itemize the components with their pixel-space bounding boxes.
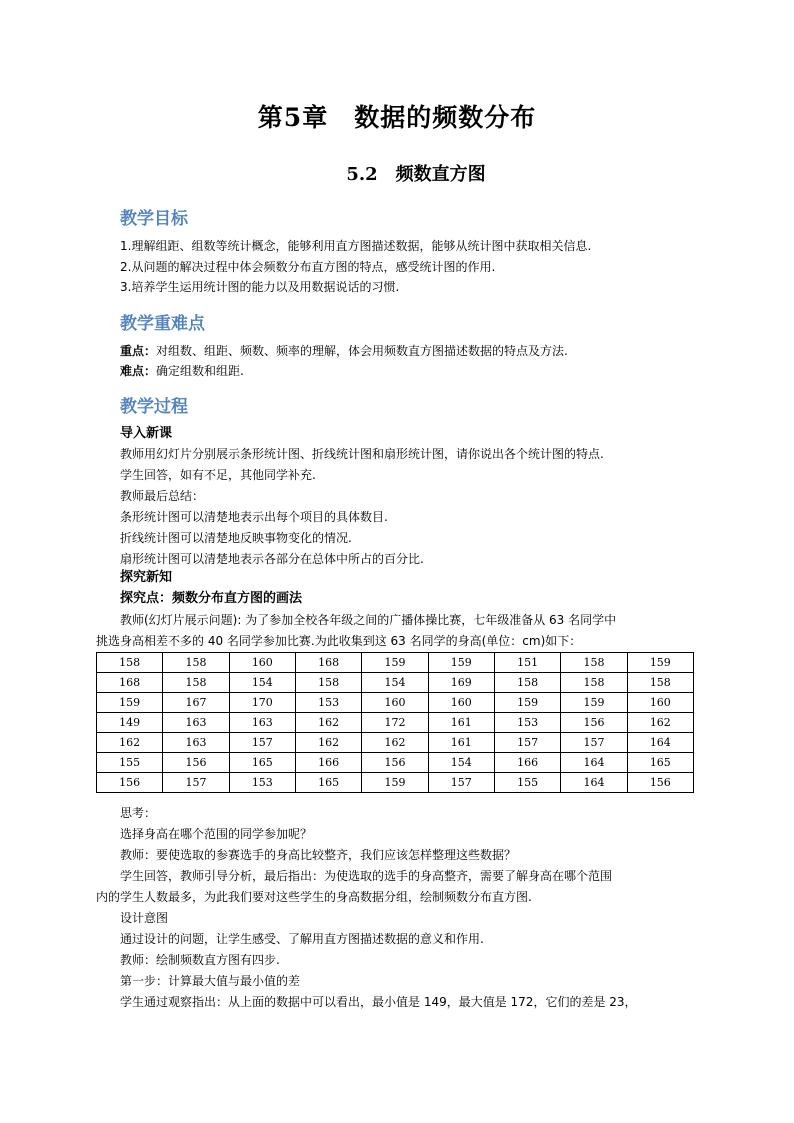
table-cell: 153: [295, 693, 361, 713]
table-cell: 162: [295, 713, 361, 733]
table-cell: 160: [428, 693, 494, 713]
key-text: 对组数、组距、频数、频率的理解，体会用频数直方图描述数据的特点及方法.: [156, 344, 568, 358]
table-cell: 161: [428, 733, 494, 753]
table-cell: 162: [295, 733, 361, 753]
key-label: 重点：: [120, 344, 157, 358]
table-row: [97, 653, 694, 673]
table-cell: 162: [362, 733, 428, 753]
table-cell: 160: [229, 653, 295, 673]
table-row: [97, 693, 694, 713]
table-cell: 163: [163, 733, 229, 753]
intro-line-3: 教师最后总结：: [120, 489, 205, 503]
goal-item-1: 1.理解组距、组数等统计概念，能够利用直方图描述数据，能够从统计图中获取相关信息.: [120, 239, 592, 253]
table-cell: 160: [627, 693, 693, 713]
step-1-text: 学生通过观察指出：从上面的数据中可以看出，最小值是 149，最大值是 172，它们的差是 23，: [120, 995, 637, 1009]
table-cell: 153: [494, 713, 560, 733]
table-cell: 159: [362, 653, 428, 673]
table-cell: 157: [163, 773, 229, 793]
difficult-point-line: [120, 361, 244, 381]
table-cell: 156: [362, 753, 428, 773]
table-cell: 165: [627, 753, 693, 773]
explore-heading: 探究新知: [120, 570, 173, 585]
table-cell: 158: [97, 653, 163, 673]
table-cell: 156: [97, 773, 163, 793]
table-cell: 166: [295, 753, 361, 773]
table-cell: 169: [428, 673, 494, 693]
step-1-heading: 第一步：计算最大值与最小值的差: [120, 974, 301, 988]
table-cell: 159: [362, 773, 428, 793]
intro-heading: 导入新课: [120, 426, 173, 441]
table-cell: 156: [627, 773, 693, 793]
table-cell: 157: [229, 733, 295, 753]
table-cell: 158: [295, 673, 361, 693]
goal-item-2: 2.从问题的解决过程中体会频数分布直方图的特点，感受统计图的作用.: [120, 260, 496, 274]
goals-heading: 教学目标: [120, 209, 188, 229]
intro-line-4: 条形统计图可以清楚地表示出每个项目的具体数目.: [120, 510, 388, 524]
table-cell: 168: [97, 673, 163, 693]
table-cell: 158: [494, 673, 560, 693]
intro-line-6: 扇形统计图可以清楚地表示各部分在总体中所占的百分比.: [120, 552, 424, 566]
table-cell: 157: [494, 733, 560, 753]
table-cell: 172: [362, 713, 428, 733]
difficult-label: 难点：: [120, 364, 157, 378]
intro-line-5: 折线统计图可以清楚地反映事物变化的情况.: [120, 531, 352, 545]
table-cell: 158: [163, 673, 229, 693]
table-cell: 163: [163, 713, 229, 733]
table-cell: 155: [494, 773, 560, 793]
table-cell: 167: [163, 693, 229, 713]
table-cell: 168: [295, 653, 361, 673]
table-row: [97, 673, 694, 693]
table-cell: 159: [97, 693, 163, 713]
design-label: 设计意图: [120, 911, 169, 925]
table-cell: 154: [229, 673, 295, 693]
table-cell: 158: [627, 673, 693, 693]
intro-line-1: 教师用幻灯片分别展示条形统计图、折线统计图和扇形统计图，请你说出各个统计图的特点.: [120, 447, 604, 461]
table-cell: 159: [627, 653, 693, 673]
table-cell: 163: [229, 713, 295, 733]
answer-line-1: 学生回答，教师引导分析，最后指出：为使选取的选手的身高整齐，需要了解身高在哪个范围: [120, 869, 613, 883]
goal-item-3: 3.培养学生运用统计图的能力以及用数据说话的习惯.: [120, 280, 400, 294]
table-row: [97, 733, 694, 753]
table-cell: 162: [97, 733, 163, 753]
table-cell: 149: [97, 713, 163, 733]
explore-point: 探究点：频数分布直方图的画法: [120, 591, 303, 606]
key-points-heading: 教学重难点: [120, 314, 205, 334]
teacher-steps: 教师：绘制频数直方图有四步.: [120, 953, 280, 967]
table-cell: 166: [494, 753, 560, 773]
table-cell: 158: [163, 653, 229, 673]
table-cell: 165: [295, 773, 361, 793]
process-heading: 教学过程: [120, 397, 188, 417]
problem-line-2: 挑选身高相差不多的 40 名同学参加比赛.为此收集到这 63 名同学的身高(单位：cm)如下：: [96, 634, 582, 648]
key-point-line: [120, 341, 568, 361]
answer-line-2: 内的学生人数最多，为此我们要对这些学生的身高数据分组，绘制频数分布直方图.: [96, 890, 532, 904]
table-row: [97, 713, 694, 733]
design-text: 通过设计的问题，让学生感受、了解用直方图描述数据的意义和作用.: [120, 932, 484, 946]
table-cell: 157: [561, 733, 627, 753]
table-cell: 164: [561, 773, 627, 793]
table-cell: 164: [627, 733, 693, 753]
difficult-text: 确定组数和组距.: [156, 364, 244, 378]
height-data-table: [96, 652, 694, 793]
table-cell: 157: [428, 773, 494, 793]
table-cell: 160: [362, 693, 428, 713]
question-2: 教师：要使选取的参赛选手的身高比较整齐，我们应该怎样整理这些数据？: [120, 848, 517, 862]
question-1: 选择身高在哪个范围的同学参加呢？: [120, 827, 313, 841]
think-label: 思考：: [120, 806, 157, 820]
table-cell: 159: [494, 693, 560, 713]
table-cell: 158: [561, 653, 627, 673]
table-row: [97, 753, 694, 773]
table-cell: 164: [561, 753, 627, 773]
table-cell: 151: [494, 653, 560, 673]
table-cell: 159: [428, 653, 494, 673]
table-cell: 162: [627, 713, 693, 733]
section-title: 5.2 频数直方图: [346, 164, 486, 185]
problem-line-1: 教师(幻灯片展示问题): 为了参加全校各年级之间的广播体操比赛，七年级准备从 63 名同学中: [120, 613, 617, 627]
table-cell: 161: [428, 713, 494, 733]
table-cell: 158: [561, 673, 627, 693]
table-row: [97, 773, 694, 793]
table-cell: 153: [229, 773, 295, 793]
table-cell: 170: [229, 693, 295, 713]
table-cell: 155: [97, 753, 163, 773]
table-cell: 156: [163, 753, 229, 773]
chapter-title: 第5章 数据的频数分布: [257, 103, 537, 132]
intro-line-2: 学生回答，如有不足，其他同学补充.: [120, 468, 316, 482]
table-cell: 165: [229, 753, 295, 773]
table-cell: 156: [561, 713, 627, 733]
table-cell: 159: [561, 693, 627, 713]
table-cell: 154: [428, 753, 494, 773]
table-cell: 154: [362, 673, 428, 693]
